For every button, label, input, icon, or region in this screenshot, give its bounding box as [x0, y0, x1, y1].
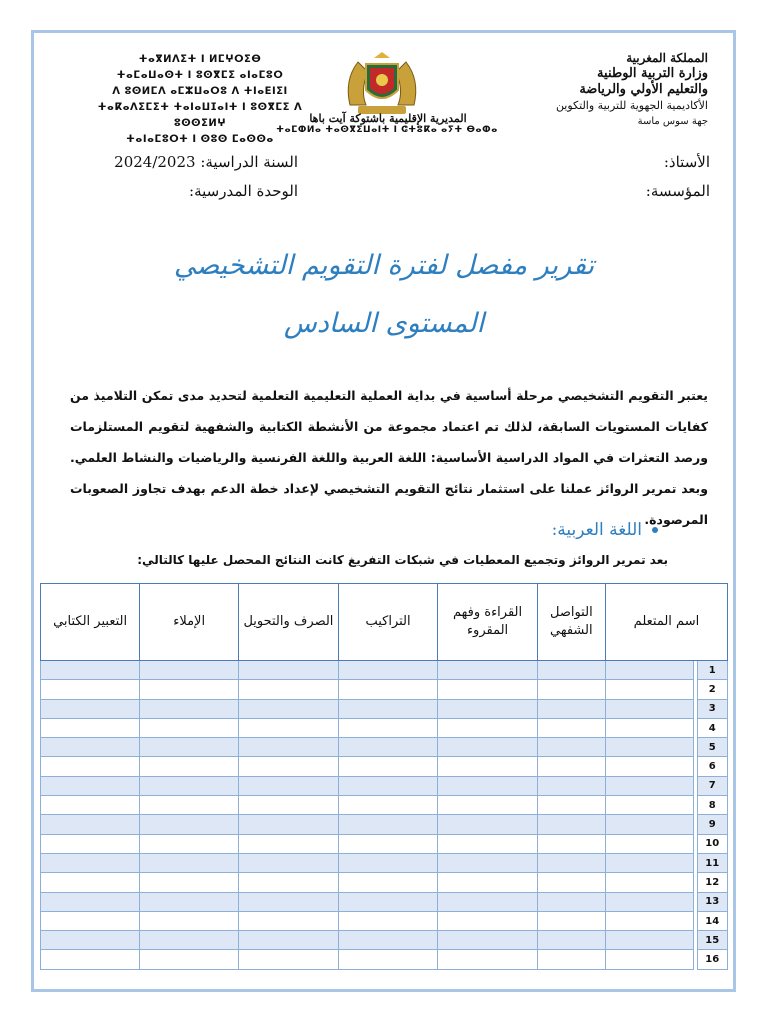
table-cell[interactable] [41, 873, 140, 892]
row-number: 7 [697, 776, 727, 795]
table-cell[interactable] [239, 853, 339, 872]
header-line: ⴷ ⵓⵙⵍⵎⴷ ⴰⵎⵣⵡⴰⵔⵓ ⴷ ⵜⵏⴰⴹⵏⵉⵏ [112, 86, 288, 97]
table-cell[interactable] [537, 892, 605, 911]
table-cell[interactable] [605, 815, 693, 834]
table-row [41, 911, 728, 930]
table-cell[interactable] [41, 796, 140, 815]
table-cell[interactable] [338, 873, 438, 892]
table-cell[interactable] [605, 853, 693, 872]
table-cell[interactable] [239, 796, 339, 815]
table-cell[interactable] [41, 931, 140, 950]
table-cell[interactable] [537, 853, 605, 872]
table-cell[interactable] [438, 661, 537, 680]
header-line: ⵜⴰⴽⴰⴷⵉⵎⵉⵜ ⵜⴰⵏⴰⵡⵊⴰⵏⵜ ⵏ ⵓⵙⴳⵎⵉ ⴷ ⵓⵙⵙⵉⵍⵖ [97, 102, 303, 129]
table-cell[interactable] [140, 796, 239, 815]
table-cell[interactable] [140, 680, 239, 699]
table-cell[interactable] [438, 718, 537, 737]
table-cell[interactable] [537, 661, 605, 680]
header-line: وزارة التربية الوطنية [597, 66, 708, 81]
table-row [41, 873, 728, 892]
table-cell[interactable] [338, 738, 438, 757]
results-note: بعد تمرير الروائز وتجميع المعطيات في شبكات التفريغ كانت النتائج المحصل عليها كالتالي: [137, 553, 668, 567]
section-heading-text: اللغة العربية: [551, 520, 642, 540]
section-heading [552, 520, 658, 540]
table-cell[interactable] [537, 815, 605, 834]
row-number: 1 [697, 661, 727, 680]
table-cell[interactable] [605, 776, 693, 795]
table-cell[interactable] [537, 776, 605, 795]
table-cell[interactable] [140, 892, 239, 911]
table-row [41, 661, 728, 680]
table-cell[interactable] [338, 892, 438, 911]
table-cell[interactable] [140, 873, 239, 892]
table-cell[interactable] [438, 834, 537, 853]
table-cell[interactable] [140, 738, 239, 757]
table-cell[interactable] [140, 950, 239, 969]
table-cell[interactable] [605, 738, 693, 757]
table-cell[interactable] [140, 661, 239, 680]
teacher-label: الأستاذ: [663, 153, 710, 171]
table-cell[interactable] [438, 892, 537, 911]
intro-paragraph: يعتبر التقويم التشخيصي مرحلة أساسية في بداية العملية التعليمية التعلمية لتحديد مدى تمكن التلاميذ من كفايات المستويات السابقة، لذلك تم اعتماد مجموعة من الأنشطة الكتابية والشفهية لتقويم المستلزمات ورصد التعثرات في المواد الدراسية الأساسية: اللغة العربية واللغة الفرنسية والرياضيات والنشاط العلمي. وبعد تمرير الروائز عملنا على استثمار نتائج التقويم التشخيصي لإعداد خطة الدعم بهدف تجاوز الصعوبات المرصودة. [70, 388, 708, 527]
table-cell[interactable] [338, 680, 438, 699]
table-cell[interactable] [605, 950, 693, 969]
row-number: 15 [697, 931, 727, 950]
header-line: والتعليم الأولي والرياضة [579, 82, 708, 97]
header-line: ⵜⴰⴳⵍⴷⵉⵜ ⵏ ⵍⵎⵖⵔⵉⴱ [138, 54, 262, 65]
school-unit-label: الوحدة المدرسية: [189, 182, 298, 200]
table-cell[interactable] [605, 757, 693, 776]
table-cell[interactable] [41, 699, 140, 718]
table-cell[interactable] [537, 931, 605, 950]
table-cell[interactable] [338, 718, 438, 737]
header-line: ⵜⴰⵏⴰⵎⵓⵔⵜ ⵏ ⵙⵓⵙ ⵎⴰⵙⵙⴰ [126, 134, 274, 145]
header-line: المملكة المغربية [626, 51, 708, 65]
table-cell[interactable] [239, 718, 339, 737]
row-number: 5 [697, 738, 727, 757]
table-cell[interactable] [605, 911, 693, 930]
header-line: الأكاديمية الجهوية للتربية والتكوين [555, 99, 708, 112]
row-number: 6 [697, 757, 727, 776]
table-cell[interactable] [605, 931, 693, 950]
table-row [41, 680, 728, 699]
table-cell[interactable] [537, 873, 605, 892]
col-written-expression: التعبير الكتابي [41, 584, 140, 661]
table-cell[interactable] [605, 680, 693, 699]
table-cell[interactable] [438, 796, 537, 815]
table-cell[interactable] [537, 950, 605, 969]
table-row [41, 853, 728, 872]
level-title: المستوى السادس [283, 308, 485, 339]
table-cell[interactable] [239, 661, 339, 680]
row-number: 14 [697, 911, 727, 930]
row-number: 9 [697, 815, 727, 834]
table-row [41, 931, 728, 950]
table-cell[interactable] [537, 738, 605, 757]
row-number: 3 [697, 699, 727, 718]
table-cell[interactable] [239, 911, 339, 930]
table-row [41, 738, 728, 757]
table-cell[interactable] [438, 815, 537, 834]
table-cell[interactable] [41, 834, 140, 853]
table-cell[interactable] [41, 815, 140, 834]
table-cell[interactable] [338, 931, 438, 950]
table-cell[interactable] [338, 661, 438, 680]
table-cell[interactable] [537, 834, 605, 853]
table-cell[interactable] [140, 718, 239, 737]
table-cell[interactable] [140, 776, 239, 795]
table-cell[interactable] [537, 718, 605, 737]
table-cell[interactable] [605, 699, 693, 718]
table-cell[interactable] [338, 911, 438, 930]
table-cell[interactable] [239, 680, 339, 699]
report-title: تقرير مفصل لفترة التقويم التشخيصي [173, 250, 595, 281]
table-cell[interactable] [41, 776, 140, 795]
directorate-tifinagh: ⵜⴰⵎⵀⵍⴰ ⵜⴰⵙⴳⵉⵡⴰⵏⵜ ⵏ ⵛⵜⵓⴽⴰ ⴰⵢⵜ ⴱⴰⵀⴰ [276, 125, 498, 135]
table-cell[interactable] [239, 873, 339, 892]
row-number: 13 [697, 892, 727, 911]
table-header-row [41, 584, 728, 661]
table-cell[interactable] [438, 776, 537, 795]
table-cell[interactable] [140, 834, 239, 853]
table-cell[interactable] [140, 815, 239, 834]
table-cell[interactable] [438, 911, 537, 930]
col-student-name: اسم المتعلم [605, 584, 727, 661]
bullet-icon [652, 527, 658, 533]
table-row [41, 892, 728, 911]
table-cell[interactable] [338, 815, 438, 834]
table-cell[interactable] [605, 796, 693, 815]
table-cell[interactable] [537, 796, 605, 815]
table-row [41, 834, 728, 853]
table-cell[interactable] [338, 950, 438, 969]
table-row [41, 699, 728, 718]
table-cell[interactable] [438, 757, 537, 776]
table-cell[interactable] [41, 892, 140, 911]
table-cell[interactable] [537, 680, 605, 699]
table-cell[interactable] [605, 892, 693, 911]
table-row [41, 776, 728, 795]
table-cell[interactable] [140, 931, 239, 950]
col-oral-communication: التواصل الشفهي [537, 584, 605, 661]
table-cell[interactable] [438, 738, 537, 757]
table-cell[interactable] [140, 853, 239, 872]
table-row [41, 950, 728, 969]
table-cell[interactable] [239, 815, 339, 834]
row-number: 10 [697, 834, 727, 853]
table-cell[interactable] [41, 661, 140, 680]
table-row [41, 796, 728, 815]
table-cell[interactable] [41, 911, 140, 930]
table-cell[interactable] [41, 718, 140, 737]
table-cell[interactable] [438, 873, 537, 892]
table-cell[interactable] [537, 757, 605, 776]
table-cell[interactable] [338, 853, 438, 872]
table-cell[interactable] [239, 834, 339, 853]
table-cell[interactable] [41, 950, 140, 969]
table-cell[interactable] [605, 873, 693, 892]
row-number: 8 [697, 796, 727, 815]
col-syntax: التراكيب [338, 584, 438, 661]
table-cell[interactable] [41, 853, 140, 872]
col-dictation: الإملاء [140, 584, 239, 661]
row-number: 11 [697, 853, 727, 872]
header-line: ⵜⴰⵎⴰⵡⴰⵙⵜ ⵏ ⵓⵙⴳⵎⵉ ⴰⵏⴰⵎⵓⵔ [116, 70, 284, 81]
table-cell[interactable] [438, 853, 537, 872]
institution-label: المؤسسة: [645, 182, 710, 200]
table-cell[interactable] [338, 699, 438, 718]
table-cell[interactable] [605, 718, 693, 737]
table-cell[interactable] [537, 699, 605, 718]
table-cell[interactable] [438, 950, 537, 969]
col-morphology: الصرف والتحويل [239, 584, 339, 661]
table-cell[interactable] [605, 661, 693, 680]
table-cell[interactable] [338, 776, 438, 795]
row-number: 2 [697, 680, 727, 699]
coat-of-arms-emblem [340, 50, 424, 116]
table-row [41, 757, 728, 776]
header-line: جهة سوس ماسة [637, 116, 708, 127]
table-cell[interactable] [239, 950, 339, 969]
table-cell[interactable] [438, 680, 537, 699]
table-cell[interactable] [239, 931, 339, 950]
table-cell[interactable] [438, 931, 537, 950]
table-cell[interactable] [239, 757, 339, 776]
table-cell[interactable] [41, 680, 140, 699]
table-cell[interactable] [239, 776, 339, 795]
table-cell[interactable] [140, 911, 239, 930]
directorate-arabic: المديرية الإقليمية باشتوكة آيت باها [309, 112, 467, 125]
table-cell[interactable] [338, 757, 438, 776]
row-number: 4 [697, 718, 727, 737]
table-cell[interactable] [605, 834, 693, 853]
results-table [40, 583, 728, 970]
table-cell[interactable] [239, 699, 339, 718]
table-cell[interactable] [338, 834, 438, 853]
row-number: 16 [697, 950, 727, 969]
table-cell[interactable] [239, 892, 339, 911]
table-cell[interactable] [239, 738, 339, 757]
table-cell[interactable] [140, 757, 239, 776]
table-cell[interactable] [41, 757, 140, 776]
school-year: السنة الدراسية: 2024/2023 [114, 153, 298, 171]
table-cell[interactable] [537, 911, 605, 930]
table-row [41, 815, 728, 834]
row-number: 12 [697, 873, 727, 892]
table-cell[interactable] [140, 699, 239, 718]
table-row [41, 718, 728, 737]
table-cell[interactable] [338, 796, 438, 815]
table-cell[interactable] [438, 699, 537, 718]
col-reading-comprehension: القراءة وفهم المقروء [438, 584, 537, 661]
table-cell[interactable] [41, 738, 140, 757]
